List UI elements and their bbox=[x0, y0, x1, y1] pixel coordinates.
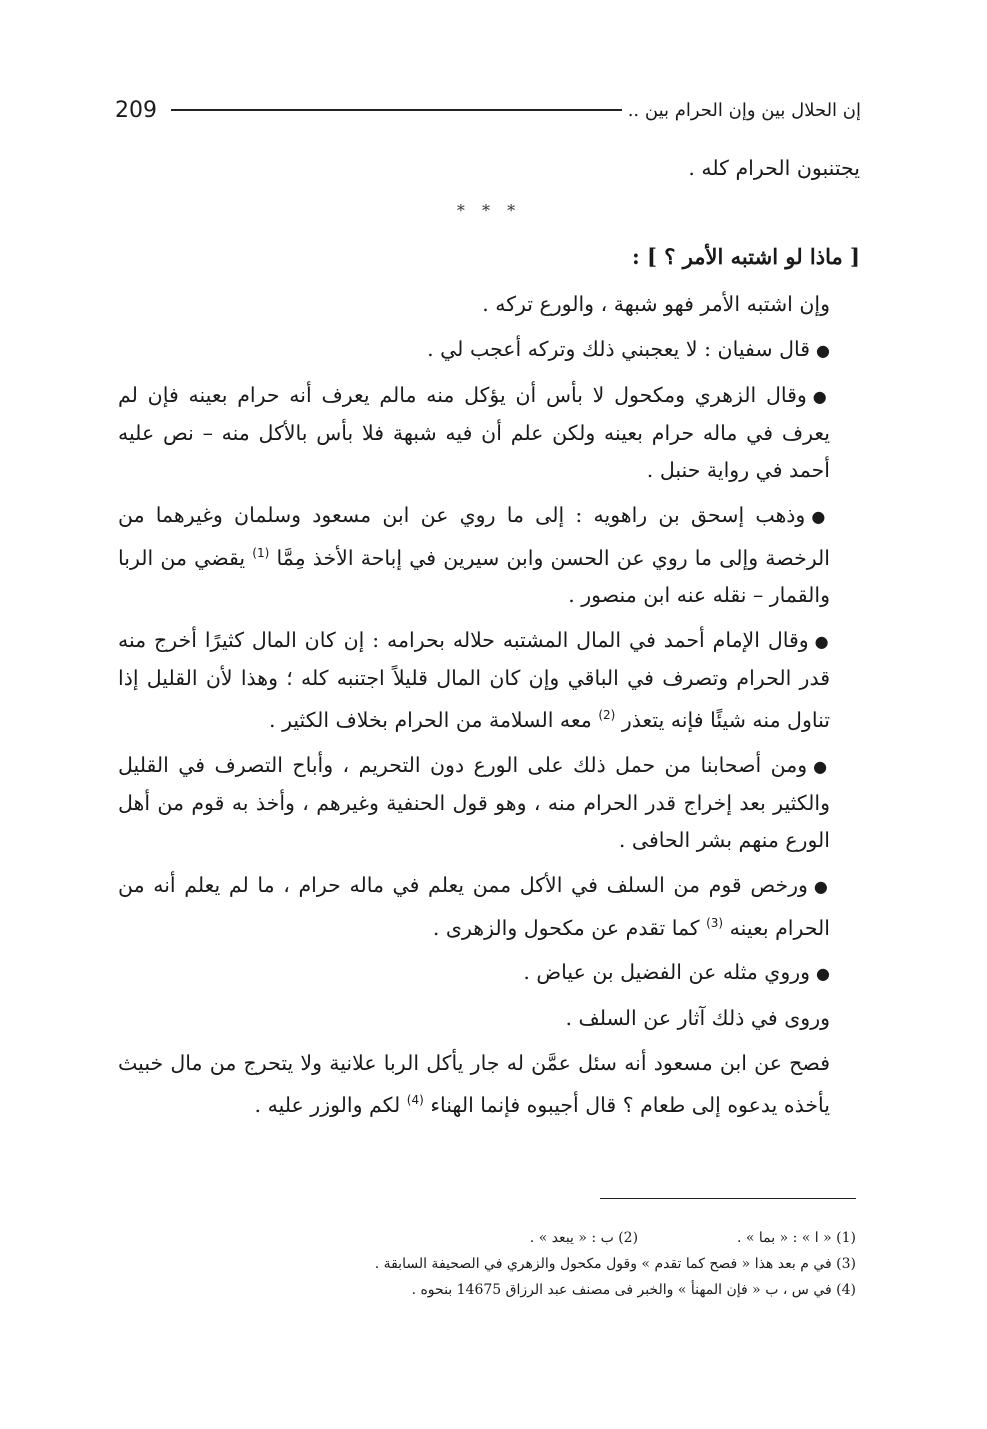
footnote-1: (1) « ا » : « بما » . bbox=[736, 1230, 856, 1246]
paragraph-4-text-a: وذهب إسحق بن راهويه : إلى ما روي عن ابن مسعود وسلمان وغيرهما من الرخصة وإلى ما روي عن الحسن وابن سيرين في إباحة الأخذ مِمَّا bbox=[118, 503, 831, 570]
footnotes bbox=[300, 1225, 856, 1303]
running-head: إن الحلال بين وإن الحرام بين .. bbox=[627, 99, 861, 121]
paragraph-1: وإن اشتبه الأمر فهو شبهة ، والورع تركه . bbox=[482, 292, 830, 316]
footnote-separator bbox=[600, 1198, 856, 1199]
footnote-row-1 bbox=[300, 1225, 856, 1251]
paragraph-8 bbox=[118, 954, 860, 992]
paragraph-2 bbox=[118, 331, 860, 369]
bullet-icon: ● bbox=[816, 341, 830, 360]
paragraph-3 bbox=[118, 377, 860, 489]
footnote-ref-2[interactable]: (2) bbox=[598, 707, 616, 722]
paragraph-8-text: وروي مثله عن الفضيل بن عياض . bbox=[523, 960, 811, 985]
bullet-icon: ● bbox=[813, 756, 831, 776]
paragraph-2-text: قال سفيان : لا يعجبني ذلك وتركه أعجب لي . bbox=[427, 337, 811, 361]
bullet-icon: ● bbox=[816, 964, 830, 984]
page-body bbox=[118, 150, 860, 1132]
paragraph-6 bbox=[118, 747, 860, 859]
paragraph-7 bbox=[118, 867, 860, 947]
footnote-ref-3[interactable]: (3) bbox=[706, 915, 724, 930]
footnote-2: (2) ب : « يبعد » . bbox=[529, 1230, 639, 1246]
paragraph-10-text-a: فصح عن ابن مسعود أنه سئل عمَّن له جار يأكل الربا علانية ولا يتحرج من مال خبيث يأخذه يدعوه إلى طعام ؟ قال أجيبوه فإنما الهناء bbox=[118, 1051, 830, 1118]
page-header bbox=[115, 92, 861, 128]
bullet-icon: ● bbox=[812, 387, 830, 406]
footnote-ref-4[interactable]: (4) bbox=[406, 1093, 424, 1108]
section-separator: * * * bbox=[456, 201, 522, 220]
bullet-icon: ● bbox=[813, 876, 830, 896]
footnote-ref-1[interactable]: (1) bbox=[252, 546, 270, 560]
footnote-4: (4) في س ، ب « فإن المهنأ » والخبر فى مصنف عبد الرزاق 14675 بنحوه . bbox=[411, 1282, 856, 1298]
paragraph-5-text-a: وقال الإمام أحمد في المال المشتبه حلاله بحرامه : إن كان المال كثيرًا أخرج منه قدر الحرام وتصرف في الباقي وإن كان المال قليلاً اجتنبه كله ؛ وهذا لأن القليل إذا تناول منه شيئًا فإنه يتعذر bbox=[118, 627, 830, 732]
paragraph-7-text-b: كما تقدم عن مكحول والزهرى . bbox=[432, 915, 700, 940]
section-heading: [ ماذا لو اشتبه الأمر ؟ ] : bbox=[631, 244, 860, 269]
paragraph-5-text-b: معه السلامة من الحرام بخلاف الكثير . bbox=[269, 707, 592, 732]
paragraph-5 bbox=[118, 622, 860, 739]
paragraph-9: وروى في ذلك آثار عن السلف . bbox=[565, 1006, 830, 1031]
paragraph-4-text-b: يقضي من الربا والقمار – نقله عنه ابن منصور . bbox=[118, 545, 830, 607]
bullet-icon: ● bbox=[814, 631, 830, 651]
header-rule bbox=[171, 109, 622, 111]
bullet-icon: ● bbox=[811, 507, 830, 526]
paragraph-4 bbox=[118, 497, 860, 614]
paragraph-10 bbox=[118, 1045, 860, 1124]
footnote-3: (3) في م بعد هذا « فصح كما تقدم » وقول مكحول والزهري في الصحيفة السابقة . bbox=[374, 1256, 856, 1272]
paragraph-3-text: وقال الزهري ومكحول لا بأس أن يؤكل منه مالم يعرف أنه حرام بعينه فإن لم يعرف في ماله حرام بعينه ولكن علم أن فيه شبهة فلا بأس بالأكل منه – نص عليه أحمد في رواية حنبل . bbox=[118, 383, 830, 482]
paragraph-10-text-b: لكم والوزر عليه . bbox=[254, 1093, 401, 1118]
paragraph-6-text: ومن أصحابنا من حمل ذلك على الورع دون التحريم ، وأباح التصرف في القليل والكثير بعد إخراج قدر الحرام منه ، وهو قول الحنفية وغيرهم ، وأخذ به قوم من أهل الورع منهم بشر الحافى . bbox=[118, 752, 830, 852]
page-number: 209 bbox=[115, 97, 157, 123]
intro-line: يجتنبون الحرام كله . bbox=[688, 156, 860, 180]
paragraph-7-text-a: ورخص قوم من السلف في الأكل ممن يعلم في ماله حرام ، ما لم يعلم أنه من الحرام بعينه bbox=[118, 872, 830, 940]
